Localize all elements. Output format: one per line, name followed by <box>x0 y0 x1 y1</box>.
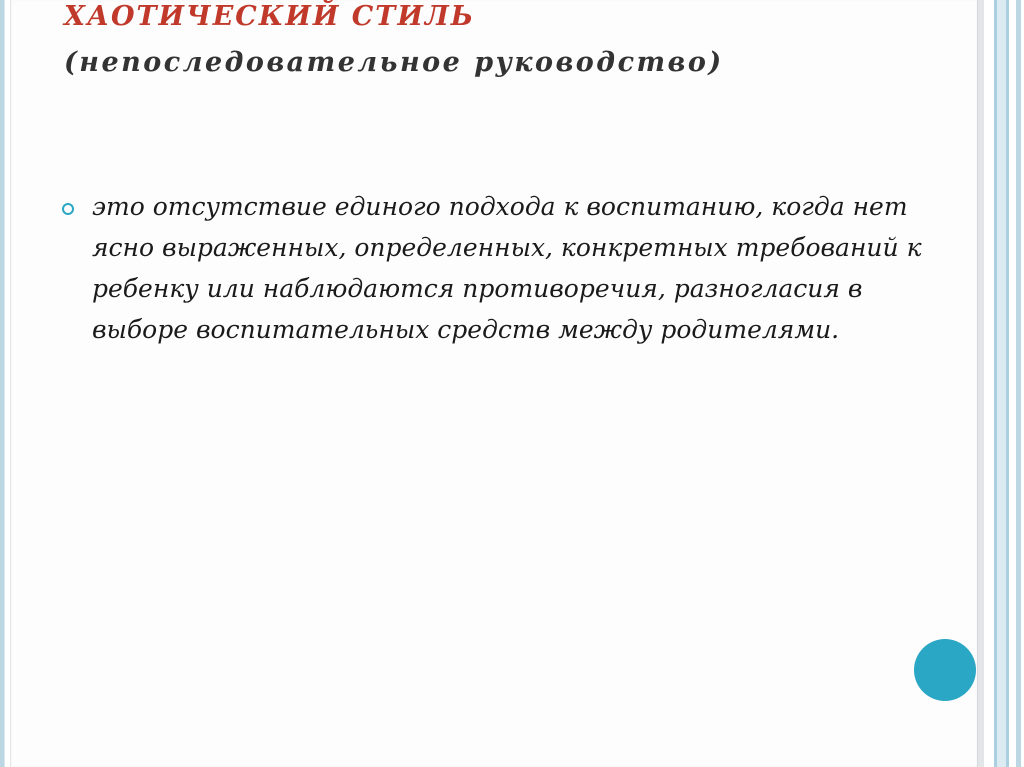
ring-bullet-icon <box>62 203 74 215</box>
circle-nav-button[interactable] <box>914 639 976 701</box>
title-line-1: ХАОТИЧЕСКИЙ СТИЛЬ <box>64 1 476 32</box>
right-decorative-stripes <box>978 0 1024 767</box>
left-frame-border <box>0 0 5 767</box>
bullet-list <box>62 186 952 350</box>
title-line-2: (непоследовательное руководство) <box>64 47 724 78</box>
list-item <box>62 186 952 350</box>
slide-panel <box>10 0 978 767</box>
slide-title <box>64 0 944 86</box>
bullet-text: это отсутствие единого подхода к воспитанию, когда нет ясно выраженных, определенных, конкретных требований к ребенку или наблюдаются противоречия, разногласия в выборе воспитательных средств между родителями. <box>92 192 922 344</box>
